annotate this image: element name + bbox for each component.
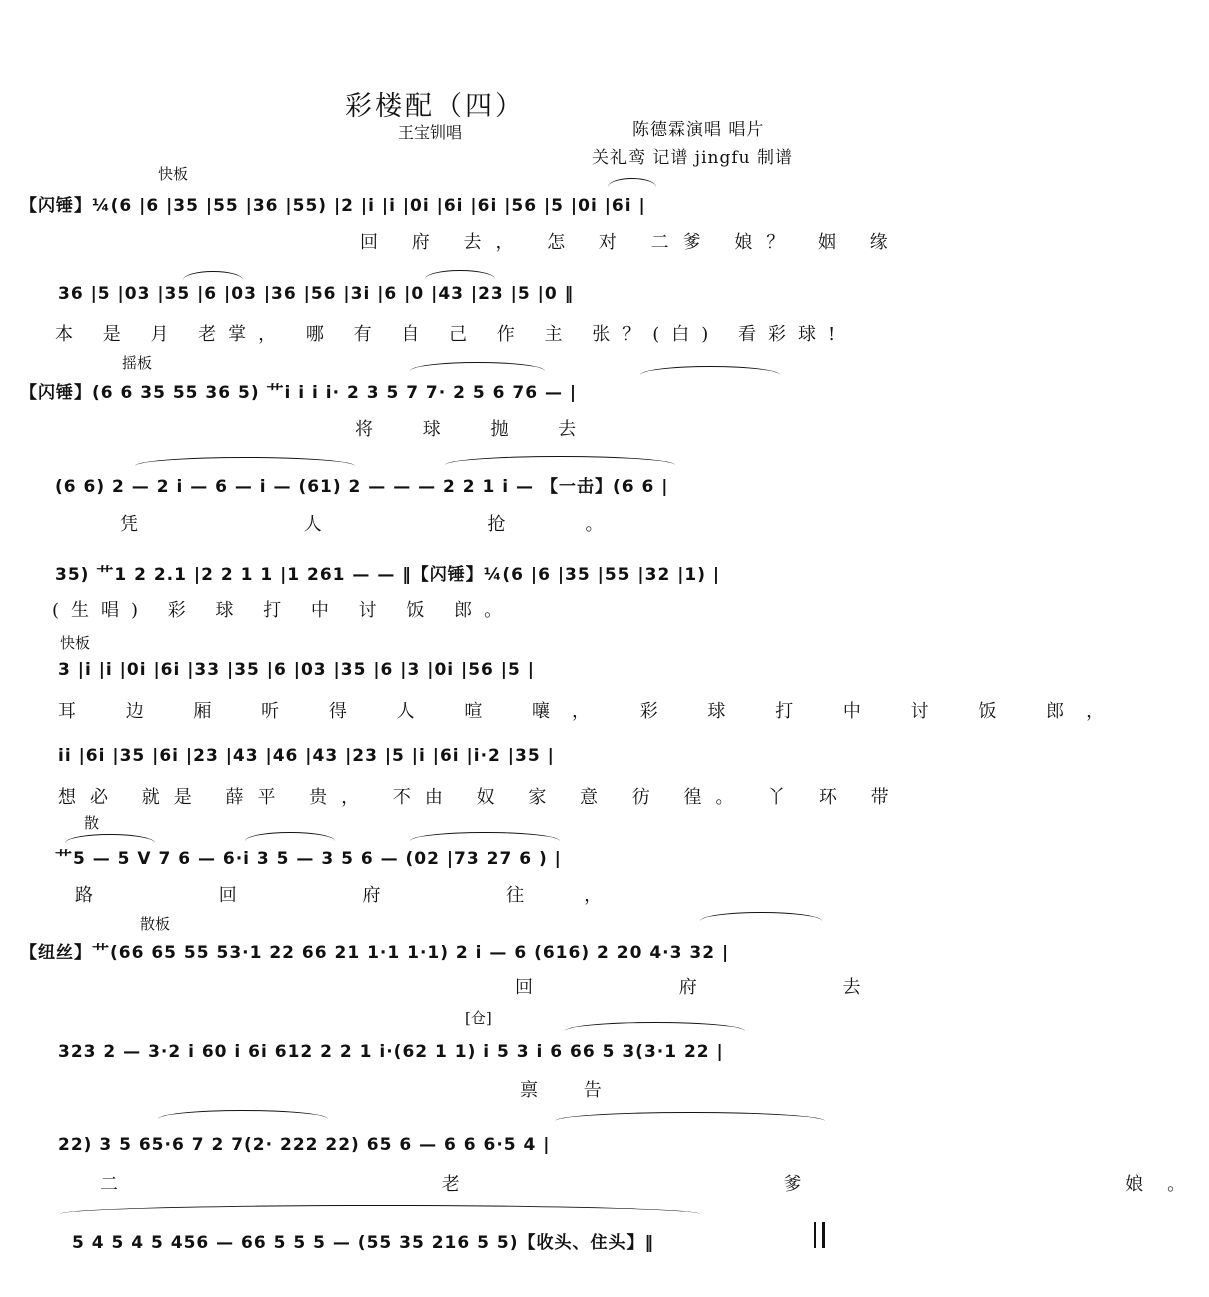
slur xyxy=(608,178,656,187)
notation-line: 22) 3 5 65·6 7 2 7(2· 222 22) 65 6 — 6 6 6·5 4 | xyxy=(58,1135,551,1155)
notation-line: 3 |i |i |0i |6i |33 |35 |6 |03 |35 |6 |3 |0i |56 |5 | xyxy=(58,660,535,680)
lyrics-line: 回 府 去 xyxy=(515,977,931,998)
lyrics-line: 回 府 去， 怎 对 二爹 娘？ 姻 缘 xyxy=(360,232,902,253)
tempo-marking: 散 xyxy=(84,814,100,832)
tempo-marking: 快板 xyxy=(60,634,91,652)
tempo-marking: 散板 xyxy=(140,915,171,933)
percussion-marking: [仓] xyxy=(465,1009,492,1027)
notation-line: 323 2 — 3·2 i 60 i 6i 612 2 2 1 i·(62 1 1) i 5 3 i 6 66 5 3(3·1 22 | xyxy=(58,1042,724,1062)
slur xyxy=(640,366,780,375)
lyrics-line: 耳 边 厢 听 得 人 喧 嚷， 彩 球 打 中 讨 饭 郎， xyxy=(58,701,1127,722)
slur xyxy=(425,270,495,279)
lyrics-line: 二 老 爹 娘。 xyxy=(100,1174,1209,1195)
tempo-marking: 快板 xyxy=(158,165,189,183)
lyrics-line: (生唱) 彩 球 打 中 讨 饭 郎。 xyxy=(52,600,515,621)
lyrics-line: 路 回 府 往， xyxy=(75,885,663,906)
slur xyxy=(445,456,675,465)
slur xyxy=(183,271,243,280)
lyrics-line: 将 球 抛 去 xyxy=(355,419,599,440)
notation-line: 【闪锤】(6 6 35 55 36 5) 艹i i i i· 2 3 5 7 7· 2 5 6 76 — | xyxy=(20,383,578,403)
slur xyxy=(245,832,335,841)
slur xyxy=(60,1205,700,1214)
notation-line: ii |6i |35 |6i |23 |43 |46 |43 |23 |5 |i |6i |i·2 |35 | xyxy=(58,746,555,766)
lyrics-line: 本 是 月 老掌， 哪 有 自 己 作 主 张？(白) 看彩球! xyxy=(55,324,848,345)
page-subtitle: 王宝钏唱 xyxy=(398,123,463,142)
tempo-marking: 摇板 xyxy=(122,354,153,372)
notation-line: (6 6) 2 — 2 i — 6 — i — (61) 2 — — — 2 2 1 i — 【一击】(6 6 | xyxy=(55,477,669,497)
lyrics-line: 禀 告 xyxy=(520,1080,622,1101)
notation-line: 5 4 5 4 5 456 — 66 5 5 5 — (55 35 216 5 5)【收头、住头】‖ xyxy=(72,1233,654,1253)
performer-credit: 陈德霖演唱 唱片 xyxy=(632,120,765,140)
lyrics-line: 凭 人 抢。 xyxy=(120,514,684,535)
slur xyxy=(410,832,560,841)
slur xyxy=(410,362,545,371)
slur xyxy=(65,834,155,843)
transcriber-credit: 关礼鸾 记谱 jingfu 制谱 xyxy=(592,148,793,168)
page-title: 彩楼配（四） xyxy=(345,91,525,122)
notation-line: 【纽丝】艹(66 65 55 53·1 22 66 21 1·1 1·1) 2 i — 6 (616) 2 20 4·3 32 | xyxy=(20,943,730,963)
slur xyxy=(700,912,822,921)
notation-line: 36 |5 |03 |35 |6 |03 |36 |56 |3i |6 |0 |43 |23 |5 |0 ‖ xyxy=(58,284,575,304)
notation-line: 【闪锤】¼(6 |6 |35 |55 |36 |55) |2 |i |i |0i |6i |6i |56 |5 |0i |6i | xyxy=(20,196,646,216)
notation-line: 艹5 — 5 V 7 6 — 6·i 3 5 — 3 5 6 — (02 |73 27 6 ) | xyxy=(55,849,562,869)
slur xyxy=(158,1110,328,1119)
slur xyxy=(565,1022,745,1031)
slur xyxy=(135,457,355,466)
slur xyxy=(555,1112,825,1121)
final-barline xyxy=(814,1222,825,1248)
notation-line: 35) 艹1 2 2.1 |2 2 1 1 |1 261 — — ‖【闪锤】¼(6 |6 |35 |55 |32 |1) | xyxy=(55,565,721,585)
lyrics-line: 想必 就是 薛平 贵， 不由 奴 家 意 彷 徨。 丫 环 带 xyxy=(58,787,903,808)
